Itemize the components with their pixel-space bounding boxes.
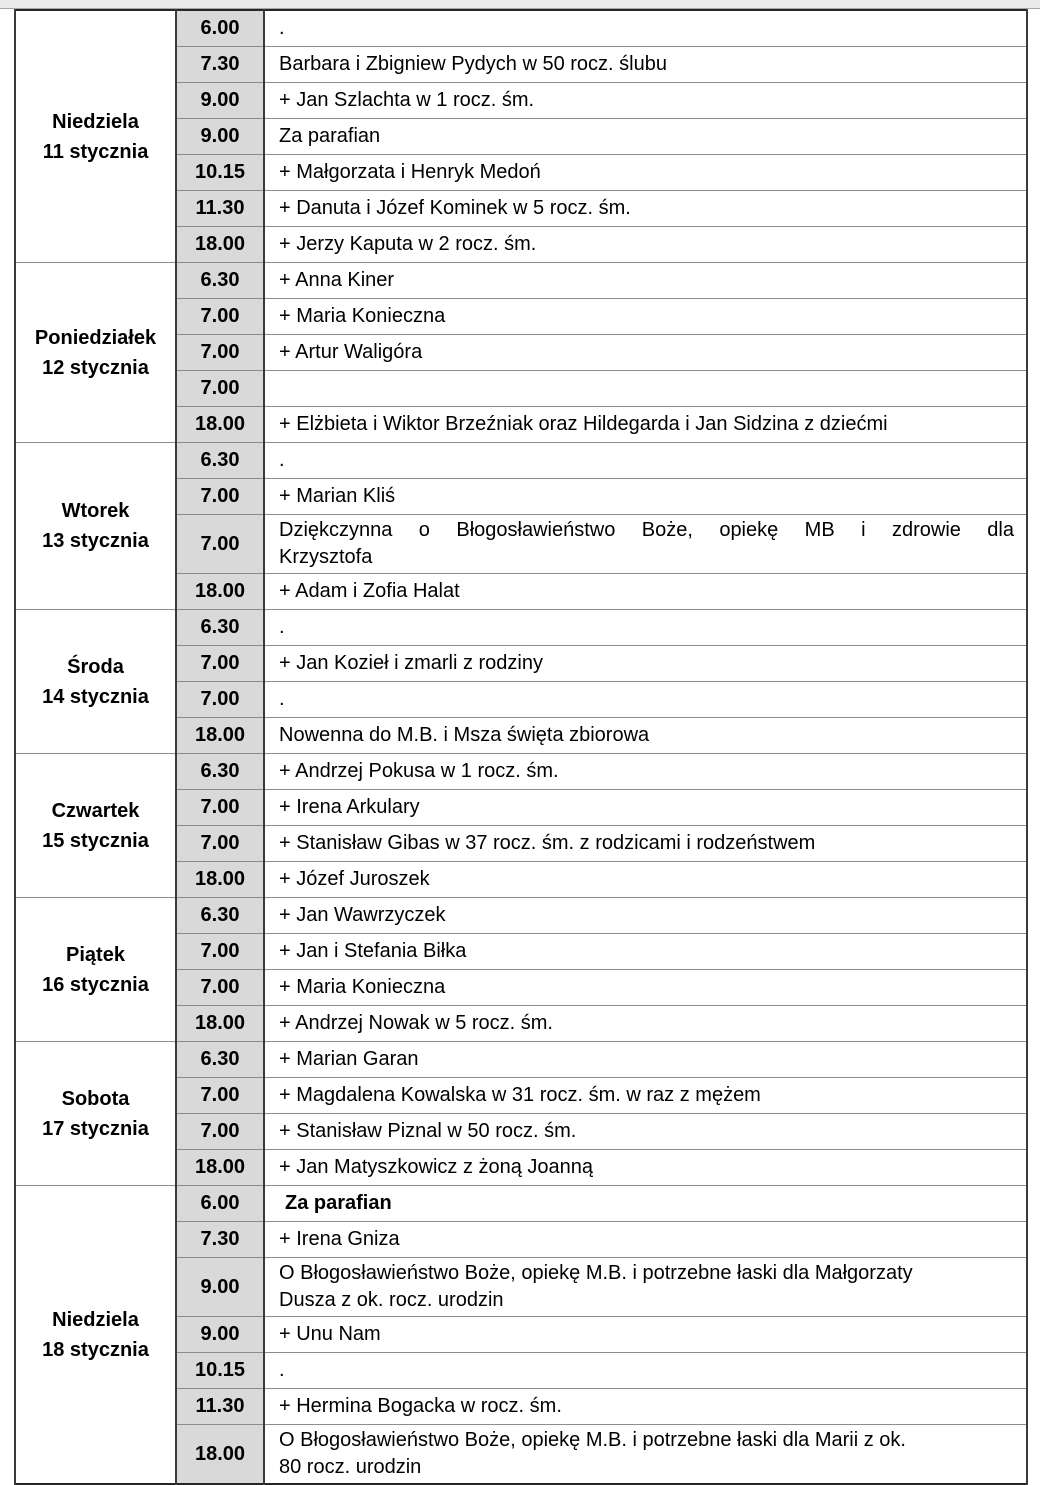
intention-cell: + Maria Konieczna xyxy=(264,299,1027,335)
intention-cell: + Artur Waligóra xyxy=(264,335,1027,371)
intention-cell: + Anna Kiner xyxy=(264,263,1027,299)
schedule-row xyxy=(15,10,1027,47)
time-cell: 10.15 xyxy=(176,155,264,191)
time-cell: 9.00 xyxy=(176,83,264,119)
day-date: 11 stycznia xyxy=(42,140,149,163)
intention-line: O Błogosławieństwo Boże, opiekę M.B. i potrzebne łaski dla Małgorzaty xyxy=(279,1262,913,1284)
time-cell: 18.00 xyxy=(176,227,264,263)
intention-cell: + Jerzy Kaputa w 2 rocz. śm. xyxy=(264,227,1027,263)
time-cell: 7.30 xyxy=(176,47,264,83)
time-cell: 7.00 xyxy=(176,515,264,574)
top-page-edge xyxy=(0,0,1040,9)
day-date: 12 stycznia xyxy=(42,356,149,379)
intention-line: Krzysztofa xyxy=(279,546,373,568)
intention-cell: + Marian Kliś xyxy=(264,479,1027,515)
time-cell: 9.00 xyxy=(176,1317,264,1353)
time-cell: 18.00 xyxy=(176,1425,264,1485)
intention-cell: + Stanisław Piznal w 50 rocz. śm. xyxy=(264,1114,1027,1150)
intention-cell: + Andrzej Nowak w 5 rocz. śm. xyxy=(264,1006,1027,1042)
schedule-row xyxy=(15,754,1027,790)
day-cell xyxy=(15,443,176,610)
day-cell xyxy=(15,263,176,443)
time-cell: 18.00 xyxy=(176,718,264,754)
time-cell: 6.30 xyxy=(176,263,264,299)
intention-cell: Nowenna do M.B. i Msza święta zbiorowa xyxy=(264,718,1027,754)
day-date: 17 stycznia xyxy=(42,1117,149,1140)
day-cell xyxy=(15,754,176,898)
schedule-row xyxy=(15,443,1027,479)
time-cell: 7.00 xyxy=(176,299,264,335)
intention-cell: + Stanisław Gibas w 37 rocz. śm. z rodzicami i rodzeństwem xyxy=(264,826,1027,862)
intention-line: Dziękczynna o Błogosławieństwo Boże, opiekę MB i zdrowie dla xyxy=(279,519,1014,541)
time-cell: 6.30 xyxy=(176,1042,264,1078)
intention-cell: . xyxy=(264,682,1027,718)
intention-cell: . xyxy=(264,10,1027,47)
time-cell: 7.00 xyxy=(176,790,264,826)
day-name: Środa xyxy=(67,655,124,678)
day-cell xyxy=(15,610,176,754)
intention-cell: Za parafian xyxy=(264,119,1027,155)
day-cell xyxy=(15,1186,176,1485)
schedule-row xyxy=(15,898,1027,934)
intention-cell: + Jan Wawrzyczek xyxy=(264,898,1027,934)
day-name: Wtorek xyxy=(61,500,130,522)
intention-cell: + Magdalena Kowalska w 31 rocz. śm. w raz z mężem xyxy=(264,1078,1027,1114)
day-date: 18 stycznia xyxy=(42,1338,149,1361)
day-name: Piątek xyxy=(66,943,125,966)
intention-line: Dusza z ok. rocz. urodzin xyxy=(279,1289,504,1311)
intention-cell: + Danuta i Józef Kominek w 5 rocz. śm. xyxy=(264,191,1027,227)
day-date: 14 stycznia xyxy=(42,685,149,708)
intention-cell: + Unu Nam xyxy=(264,1317,1027,1353)
intention-cell: . xyxy=(264,443,1027,479)
schedule-row xyxy=(15,263,1027,299)
intention-cell: + Adam i Zofia Halat xyxy=(264,574,1027,610)
time-cell: 6.30 xyxy=(176,610,264,646)
day-cell xyxy=(15,898,176,1042)
time-cell: 7.00 xyxy=(176,1078,264,1114)
intention-cell: Barbara i Zbigniew Pydych w 50 rocz. ślubu xyxy=(264,47,1027,83)
time-cell: 7.00 xyxy=(176,646,264,682)
day-name: Niedziela xyxy=(52,110,139,133)
day-name: Czwartek xyxy=(51,799,140,822)
intention-line: O Błogosławieństwo Boże, opiekę M.B. i potrzebne łaski dla Marii z ok. xyxy=(279,1429,906,1451)
time-cell: 18.00 xyxy=(176,407,264,443)
time-cell: 6.30 xyxy=(176,754,264,790)
time-cell: 11.30 xyxy=(176,191,264,227)
schedule-row xyxy=(15,1042,1027,1078)
time-cell: 7.00 xyxy=(176,335,264,371)
schedule-table-body xyxy=(15,10,1027,1484)
intention-cell xyxy=(264,1258,1027,1317)
intention-cell xyxy=(264,515,1027,574)
intention-cell: . xyxy=(264,1353,1027,1389)
time-cell: 9.00 xyxy=(176,119,264,155)
time-cell: 6.30 xyxy=(176,443,264,479)
intention-line: 80 rocz. urodzin xyxy=(279,1456,422,1478)
time-cell: 6.30 xyxy=(176,898,264,934)
intention-cell: + Jan i Stefania Biłka xyxy=(264,934,1027,970)
time-cell: 7.00 xyxy=(176,371,264,407)
day-date: 16 stycznia xyxy=(42,973,149,996)
time-cell: 7.30 xyxy=(176,1222,264,1258)
intention-cell: + Jan Matyszkowicz z żoną Joanną xyxy=(264,1150,1027,1186)
day-cell xyxy=(15,1042,176,1186)
day-name: Poniedziałek xyxy=(34,326,157,349)
intention-cell xyxy=(264,371,1027,407)
intention-cell: Za parafian xyxy=(264,1186,1027,1222)
time-cell: 10.15 xyxy=(176,1353,264,1389)
time-cell: 7.00 xyxy=(176,1114,264,1150)
intention-cell: + Hermina Bogacka w rocz. śm. xyxy=(264,1389,1027,1425)
day-date: 13 stycznia xyxy=(42,530,149,552)
intention-cell: . xyxy=(264,610,1027,646)
intention-cell: + Elżbieta i Wiktor Brzeźniak oraz Hildegarda i Jan Sidzina z dziećmi xyxy=(264,407,1027,443)
time-cell: 7.00 xyxy=(176,682,264,718)
intention-cell: + Małgorzata i Henryk Medoń xyxy=(264,155,1027,191)
time-cell: 11.30 xyxy=(176,1389,264,1425)
day-cell xyxy=(15,10,176,263)
time-cell: 7.00 xyxy=(176,826,264,862)
document-body xyxy=(0,9,1040,1485)
time-cell: 7.00 xyxy=(176,970,264,1006)
time-cell: 18.00 xyxy=(176,1006,264,1042)
intention-cell: + Maria Konieczna xyxy=(264,970,1027,1006)
intention-cell: + Marian Garan xyxy=(264,1042,1027,1078)
schedule-table xyxy=(14,9,1028,1485)
schedule-row xyxy=(15,610,1027,646)
intention-cell: + Irena Gniza xyxy=(264,1222,1027,1258)
intention-cell xyxy=(264,1425,1027,1485)
time-cell: 18.00 xyxy=(176,862,264,898)
intention-cell: + Irena Arkulary xyxy=(264,790,1027,826)
time-cell: 18.00 xyxy=(176,574,264,610)
intention-cell: + Józef Juroszek xyxy=(264,862,1027,898)
time-cell: 9.00 xyxy=(176,1258,264,1317)
time-cell: 6.00 xyxy=(176,1186,264,1222)
time-cell: 7.00 xyxy=(176,479,264,515)
time-cell: 18.00 xyxy=(176,1150,264,1186)
intention-cell: + Jan Kozieł i zmarli z rodziny xyxy=(264,646,1027,682)
day-name: Sobota xyxy=(61,1087,130,1110)
day-date: 15 stycznia xyxy=(42,829,149,852)
schedule-row xyxy=(15,1186,1027,1222)
time-cell: 7.00 xyxy=(176,934,264,970)
intention-cell: + Andrzej Pokusa w 1 rocz. śm. xyxy=(264,754,1027,790)
day-name: Niedziela xyxy=(52,1308,139,1331)
intention-cell: + Jan Szlachta w 1 rocz. śm. xyxy=(264,83,1027,119)
time-cell: 6.00 xyxy=(176,10,264,47)
